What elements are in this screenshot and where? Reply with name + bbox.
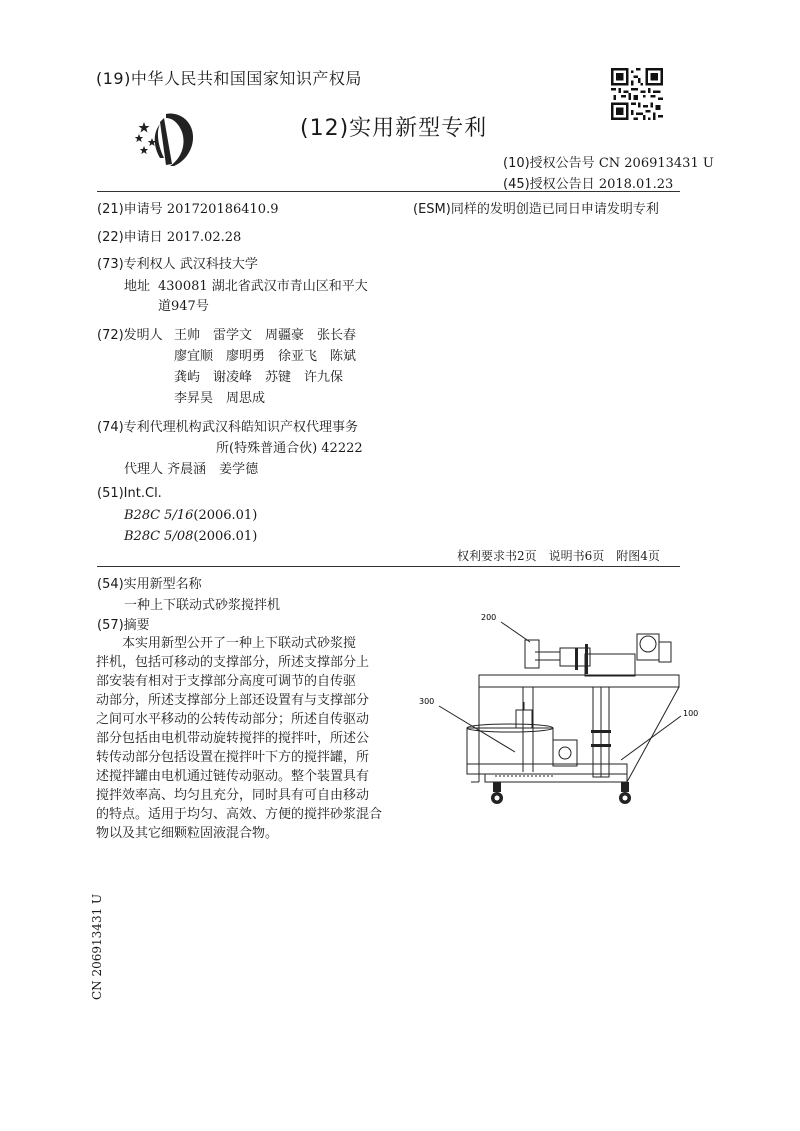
filing-date-label: (22)申请日 [97,230,163,245]
address-line-1: 430081 湖北省武汉市青山区和平大 [158,279,368,294]
agency-line-2: 所(特殊普通合伙) 42222 [216,441,363,456]
ipc-code: B28C 5/08 [124,529,194,544]
agency-line-1: 武汉科皓知识产权代理事务 [202,420,359,435]
cnipa-logo [130,108,205,170]
inventor-line: 龚屿 谢凌峰 苏键 许九保 [174,370,344,385]
abstract-label: (57)摘要 [97,618,150,633]
abstract-line: 物以及其它细颗粒固液混合物。 [96,826,279,841]
section-rule [97,566,680,567]
abstract-line: 搅拌效率高、均匀且充分，同时具有可自由移动 [96,788,370,803]
inventor-line: 廖宜顺 廖明勇 徐亚飞 陈斌 [174,349,357,364]
ipc-row [124,508,257,523]
figure-label-200: 200 [481,613,497,622]
application-number-row [97,198,278,217]
side-publication-code: CN 206913431 U [90,893,104,1000]
publication-date-label: (45)授权公告日 [503,177,595,192]
publication-date: 2018.01.23 [598,177,674,192]
abstract-line: 部安装有相对于支撑部分高度可调节的自传驱 [96,674,357,689]
issuing-office: (19)中华人民共和国国家知识产权局 [96,69,362,88]
ipc-code: B28C 5/16 [124,508,194,523]
pages-note: 权利要求书2页 说明书6页 附图4页 [457,549,660,563]
abstract-line: 转传动部分包括设置在搅拌叶下方的搅拌罐，所 [96,750,370,765]
agent-label: 代理人 [124,462,164,477]
patentee-label: (73)专利权人 [97,257,176,272]
publication-number-row [503,152,714,171]
publication-number-label: (10)授权公告号 [503,156,595,171]
patentee-row [97,253,258,272]
filing-date-row [97,226,241,245]
abstract-line: 本实用新型公开了一种上下联动式砂浆搅 [122,636,357,651]
abstract-line: 部分包括由电机带动旋转搅拌的搅拌叶，所述公 [96,731,370,746]
abstract-text [96,634,396,843]
application-number-label: (21)申请号 [97,202,163,217]
agents: 齐晨涵 姜学德 [167,462,259,477]
patentee: 武汉科技大学 [179,257,258,272]
document-type: (12)实用新型专利 [300,116,488,141]
abstract-line: 的特点。适用于均匀、高效、方便的搅拌砂浆混合 [96,807,383,822]
address-label: 地址 [124,279,151,294]
ipc-row [124,529,257,544]
publication-date-row [503,173,673,192]
inventors-label: (72)发明人 [97,328,163,343]
ipc-version: (2006.01) [193,529,258,544]
agency-label: (74)专利代理机构 [97,420,202,435]
utility-title: 一种上下联动式砂浆搅拌机 [124,598,281,613]
abstract-line: 述搅拌罐由电机通过链传动驱动。整个装置具有 [96,769,370,784]
ipc-version: (2006.01) [193,508,258,523]
abstract-line: 之间可水平移动的公转传动部分；所述自传驱动 [96,712,370,727]
agent-row [124,458,258,477]
figure-label-100: 100 [683,709,699,718]
inventor-line: 李昇昊 周思成 [174,391,266,406]
int-cl-label: (51)Int.Cl. [97,486,162,501]
header-rule [97,191,680,192]
esm-note: (ESM)同样的发明创造已同日申请发明专利 [413,202,659,217]
publication-number: CN 206913431 U [598,156,714,171]
abstract-line: 拌机，包括可移动的支撑部分，所述支撑部分上 [96,655,370,670]
qr-code [611,68,663,120]
figure-label-300: 300 [419,697,435,706]
address-line-2: 道947号 [158,299,209,314]
application-number: 201720186410.9 [166,202,279,217]
inventor-line: 王帅 雷学文 周疆豪 张长春 [174,328,357,343]
abstract-line: 动部分，所述支撑部分上部还设置有与支撑部分 [96,693,370,708]
filing-date: 2017.02.28 [166,230,242,245]
utility-title-label: (54)实用新型名称 [97,577,202,592]
mixer-drawing [415,612,715,812]
